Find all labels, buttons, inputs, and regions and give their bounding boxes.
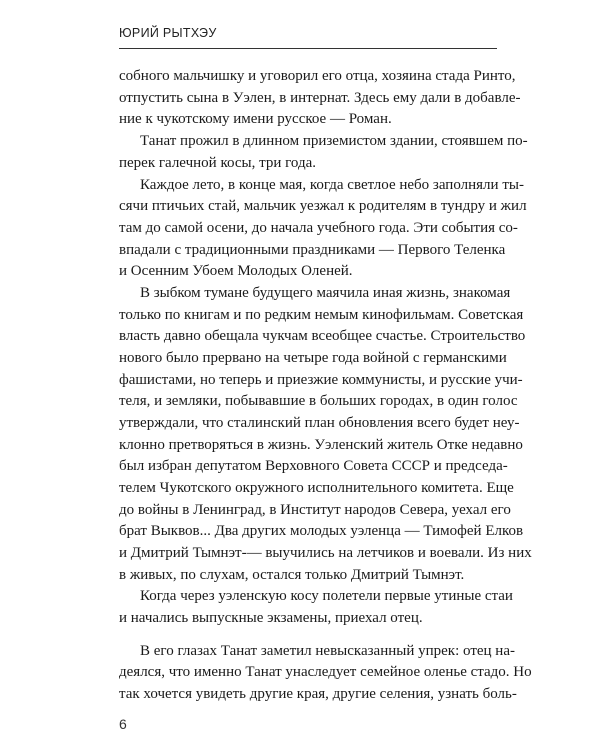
text-line: нового было прервано на четыре года войной с германскими (119, 350, 507, 366)
text-line: и Дмитрий Тымнэт-— выучились на летчиков и воевали. Из них (119, 545, 532, 561)
text-line: только по книгам и по редким немым кинофильмам. Советская (119, 307, 524, 323)
text-line: впадали с традиционными праздниками — Первого Теленка (119, 242, 506, 258)
text-line: телем Чукотского окружного исполнительного комитета. Еще (119, 480, 514, 496)
text-line: и начались выпускные экзамены, приехал отец. (119, 610, 423, 626)
text-line: и Осенним Убоем Молодых Оленей. (119, 263, 353, 279)
text-line: там до самой осени, до начала учебного года. Эти события со- (119, 220, 518, 236)
text-line: собного мальчишку и уговорил его отца, хозяина стада Ринто, (119, 68, 516, 84)
text-line: отпустить сына в Уэлен, в интернат. Здесь ему дали в добавле- (119, 90, 521, 106)
text-line: так хочется увидеть другие края, другие селения, узнать боль- (119, 686, 517, 702)
header-rule (119, 48, 497, 49)
text-line: до войны в Ленинград, в Институт народов Севера, уехал его (119, 502, 511, 518)
text-line: сячи птичьих стай, мальчик уезжал к родителям в тундру и жил (119, 198, 527, 214)
paragraph-first-line: Каждое лето, в конце мая, когда светлое небо заполняли ты- (140, 177, 524, 193)
running-head: ЮРИЙ РЫТХЭУ (119, 26, 217, 40)
text-line: в живых, по слухам, остался только Дмитрий Тымнэт. (119, 567, 465, 583)
text-line: утверждали, что сталинский план обновления всего будет неу- (119, 415, 520, 431)
text-line: был избран депутатом Верховного Совета СССР и председа- (119, 458, 508, 474)
paragraph-first-line: Когда через уэленскую косу полетели первые утиные стаи (140, 588, 513, 604)
paragraph-first-line: В его глазах Танат заметил невысказанный упрек: отец на- (140, 643, 515, 659)
paragraph-first-line: Танат прожил в длинном приземистом здании, стоявшем по- (140, 133, 528, 149)
text-line: ние к чукотскому имени русское — Роман. (119, 111, 392, 127)
text-line: брат Выквов... Два других молодых уэленца — Тимофей Елков (119, 523, 524, 539)
page-number: 6 (119, 716, 127, 732)
text-line: фашистами, но теперь и приезжие коммунисты, и русские учи- (119, 372, 523, 388)
text-line: теля, и земляки, побывавшие в больших городах, в один голос (119, 393, 518, 409)
text-line: деялся, что именно Танат унаследует семейное оленье стадо. Но (119, 664, 532, 680)
paragraph-first-line: В зыбком тумане будущего маячила иная жизнь, знакомая (140, 285, 511, 301)
text-line: власть давно обещала чукчам всеобщее счастье. Строительство (119, 328, 526, 344)
text-line: перек галечной косы, три года. (119, 155, 316, 171)
text-line: клонно претворяться в жизнь. Уэленский житель Отке недавно (119, 437, 523, 453)
